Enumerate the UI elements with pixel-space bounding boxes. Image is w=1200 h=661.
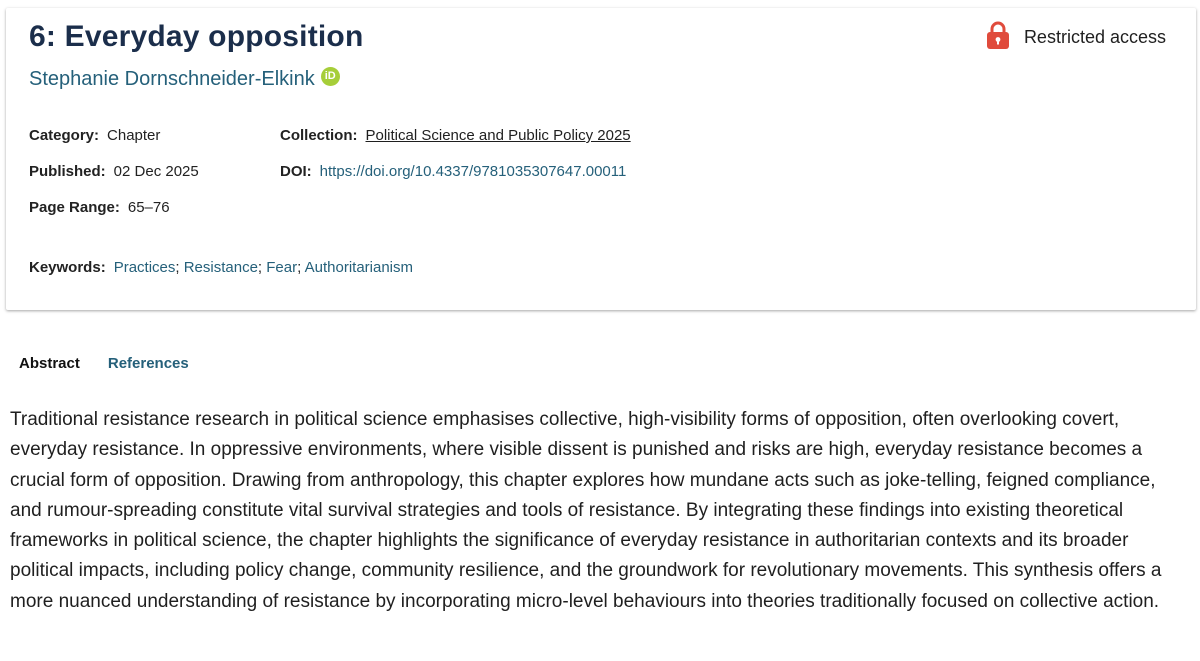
published-field xyxy=(29,163,199,180)
category-field xyxy=(29,127,160,144)
orcid-icon[interactable]: iD xyxy=(321,67,340,86)
published-key: Published: xyxy=(29,163,106,180)
category-value: Chapter xyxy=(107,127,161,144)
category-key: Category: xyxy=(29,127,100,144)
lock-icon xyxy=(986,20,1010,55)
chapter-title: 6: Everyday opposition xyxy=(29,20,364,53)
published-value: 02 Dec 2025 xyxy=(113,163,199,180)
page-range-field xyxy=(29,199,170,216)
access-status xyxy=(986,20,1166,55)
chapter-card xyxy=(6,8,1196,310)
doi-key: DOI: xyxy=(280,163,312,180)
keyword-separator: ; xyxy=(175,259,180,276)
keyword-link-authoritarianism[interactable]: Authoritarianism xyxy=(304,259,414,276)
author-row xyxy=(29,68,340,91)
keyword-link-practices[interactable]: Practices xyxy=(113,259,176,276)
keyword-link-fear[interactable]: Fear xyxy=(266,259,298,276)
tab-abstract[interactable]: Abstract xyxy=(19,355,80,372)
tab-references[interactable]: References xyxy=(107,355,189,372)
doi-field xyxy=(280,163,626,180)
access-label: Restricted access xyxy=(1023,27,1166,47)
collection-key: Collection: xyxy=(280,127,358,144)
collection-field xyxy=(280,127,631,144)
keywords-key: Keywords: xyxy=(29,259,106,276)
keyword-separator: ; xyxy=(297,259,302,276)
content-tabs xyxy=(19,355,217,372)
collection-link[interactable]: Political Science and Public Policy 2025 xyxy=(365,127,631,144)
keyword-separator: ; xyxy=(257,259,263,276)
keywords-field xyxy=(29,259,413,276)
keyword-link-resistance[interactable]: Resistance xyxy=(183,259,258,276)
author-link[interactable]: Stephanie Dornschneider-Elkink xyxy=(29,68,315,90)
page-range-key: Page Range: xyxy=(29,199,120,216)
abstract-text: Traditional resistance research in political science emphasises collective, high-visibility forms of opposition, often overlooking covert, everyday resistance. In oppressive environments, where visible dissent is punished and risks are high, everyday resistance becomes a crucial form of opposition. Drawing from anthropology, this chapter explores how mundane acts such as joke-telling, feigned compliance, and rumour-spreading constitute vital survival strategies and tools of resistance. By integrating these findings into existing theoretical frameworks in political science, the chapter highlights the significance of everyday resistance in authoritarian contexts and its broader political impacts, including policy change, community resilience, and the groundwork for revolutionary movements. This synthesis offers a more nuanced understanding of resistance by incorporating micro-level behaviours into theories traditionally focused on collective action. xyxy=(10,409,1162,612)
page-range-value: 65–76 xyxy=(127,199,170,216)
doi-link[interactable]: https://doi.org/10.4337/9781035307647.00011 xyxy=(319,163,627,180)
